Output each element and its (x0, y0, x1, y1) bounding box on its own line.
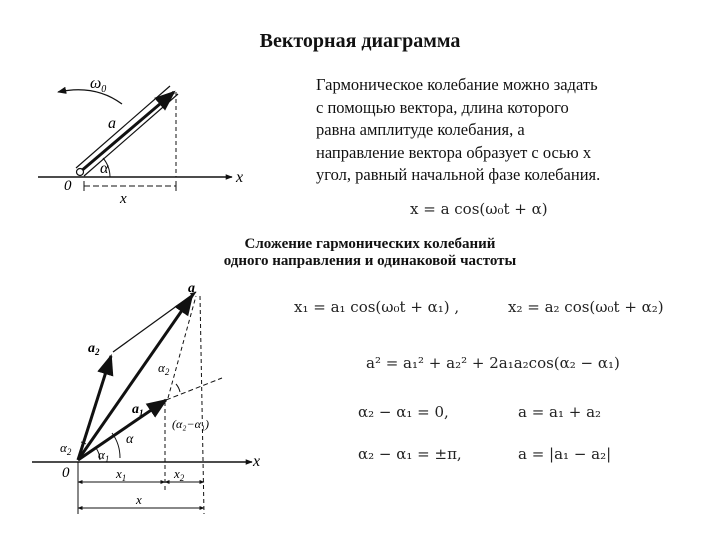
x-total-label: x (136, 492, 142, 507)
alpha2-inner-label: $\alpha_2$ (158, 360, 170, 377)
origin-label: 0 (64, 178, 72, 194)
angle-arc-diff (176, 384, 180, 392)
resultant-label: a (188, 281, 195, 296)
omega-label: $\omega_0$ (90, 75, 107, 95)
formula-x2: x₂ = a₂ cos(ω₀t + α₂) (508, 298, 664, 316)
vector-diagram-sum (32, 281, 260, 514)
origin-label-2: 0 (62, 465, 70, 481)
formula-phase-pi: α₂ − α₁ = ±π, (358, 445, 462, 463)
description-line: направление вектора образует с осью х (316, 142, 592, 162)
vector-outline (76, 86, 170, 168)
projection-label: x (120, 191, 127, 207)
formula-main: x = a cos(ω₀t + α) (410, 200, 548, 218)
formula-sum-max: a = a₁ + a₂ (518, 403, 602, 421)
vector-outline (84, 94, 178, 176)
x1-label: $x_1$ (116, 466, 127, 483)
section-title-line: одного направления и одинаковой частоты (223, 253, 517, 269)
formula-phase-zero: α₂ − α₁ = 0, (358, 403, 449, 421)
a2-label: $a_2$ (88, 341, 100, 357)
alpha1-label: $\alpha_1$ (98, 447, 110, 464)
formula-sum-min: a = |a₁ − a₂| (518, 445, 612, 463)
section-title-line: Сложение гармонических колебаний (244, 236, 496, 252)
alpha-label: α (126, 432, 134, 447)
origin-point (77, 169, 84, 176)
page-title: Векторная диаграмма (259, 30, 461, 52)
vector-a (80, 92, 174, 172)
angle-label: α (100, 160, 109, 177)
projection-x (200, 296, 204, 514)
a1-extension (166, 378, 222, 400)
vector-a2 (78, 356, 111, 460)
vector-a1 (78, 400, 166, 460)
description-line: угол, равный начальной фазе колебания. (316, 165, 601, 184)
a1-label: $a_1$ (132, 402, 144, 418)
formula-x1: x₁ = a₁ cos(ω₀t + α₁) , (294, 298, 460, 316)
description-line: Гармоническое колебание можно задать (316, 75, 598, 94)
axis-label: x (236, 169, 244, 186)
alpha2-label: $\alpha_2$ (60, 440, 72, 457)
formula-amplitude: a² = a₁² + a₂² + 2a₁a₂cos(α₂ − α₁) (366, 354, 620, 372)
x2-label: $x_2$ (174, 466, 185, 483)
vector-label: a (108, 115, 116, 132)
description-line: равна амплитуде колебания, а (316, 120, 525, 139)
phase-difference-label: (α₂−α₁) (172, 417, 210, 431)
description-line: с помощью вектора, длина которого (316, 97, 569, 117)
axis-label-2: x (253, 453, 261, 470)
vector-resultant (78, 296, 192, 460)
